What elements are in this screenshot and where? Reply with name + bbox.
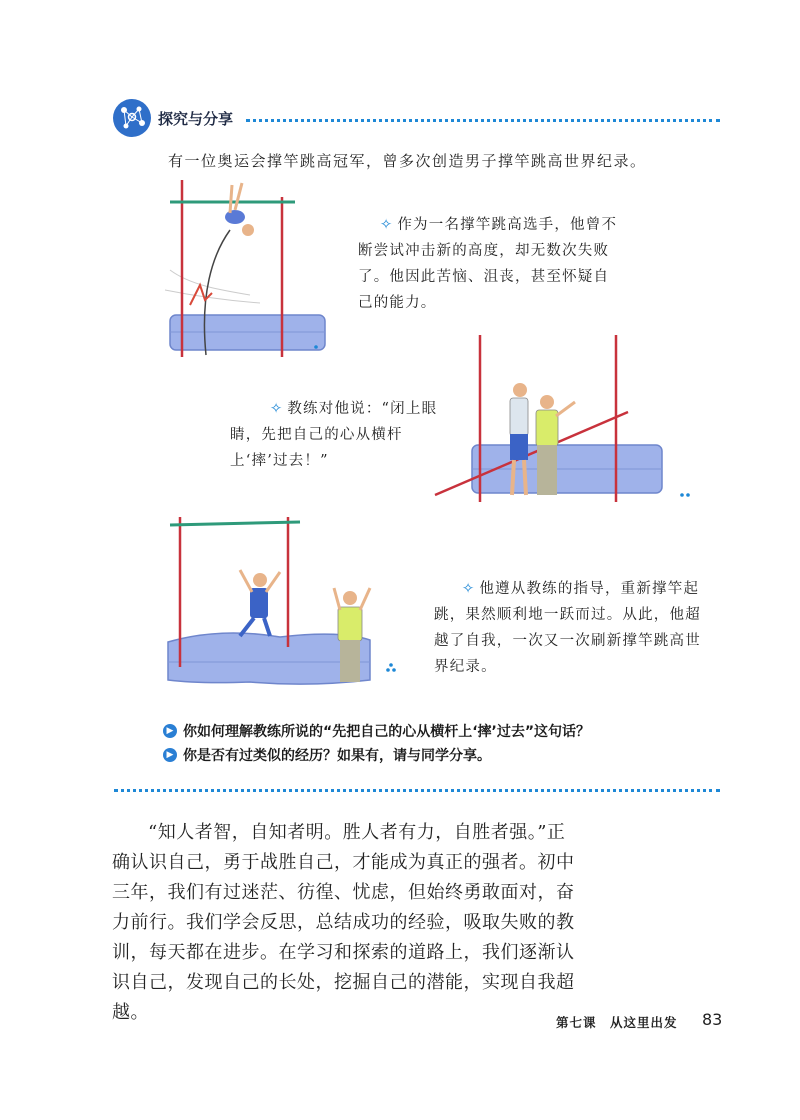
page-number: 83 [702,1010,723,1029]
illustration-success [160,512,400,692]
callout-3 [434,576,704,680]
intro-text: 有一位奥运会撑竿跳高冠军，曾多次创造男子撑竿跳高世界纪录。 [168,152,647,170]
section-icon [112,98,152,138]
section-divider [114,789,720,792]
diamond-icon: ✧ [270,401,284,417]
arrow-right-icon: ▶ [163,724,177,738]
callout-3-text: 他遵从教练的指导，重新撑竿起跳，果然顺利地一跃而过。从此，他超越了自我，一次又一次刷新撑竿跳高世界纪录。 [434,581,701,675]
illustration-coach-talk [430,330,690,505]
callout-1 [358,212,618,316]
illustration-vaulter-jump [160,175,340,360]
arrow-right-icon: ▶ [163,748,177,762]
question-2 [163,745,491,765]
question-2-text: 你是否有过类似的经历？如果有，请与同学分享。 [183,748,491,764]
section-title: 探究与分享 [158,110,234,128]
header-divider [246,119,720,122]
diamond-icon: ✧ [462,581,476,597]
callout-1-text: 作为一名撑竿跳高选手，他曾不断尝试冲击新的高度，却无数次失败了。他因此苦恼、沮丧，甚至怀疑自己的能力。 [358,217,618,311]
callout-2 [230,396,450,474]
footer-lesson-title: 第七课 从这里出发 [556,1015,678,1030]
diamond-icon: ✧ [380,217,394,233]
callout-2-text: 教练对他说：“闭上眼睛，先把自己的心从横杆上‘摔’过去！” [230,401,438,469]
body-paragraph: “知人者智，自知者明。胜人者有力，自胜者强。”正确认识自己，勇于战胜自己，才能成为真正的强者。初中三年，我们有过迷茫、彷徨、忧虑，但始终勇敢面对，奋力前行。我们学会反思，总结成功的经验，吸取失败的教训，每天都在进步。在学习和探索的道路上，我们逐渐认识自己，发现自己的长处，挖掘自己的潜能，实现自我超越。 [112,822,575,1023]
question-1-text: 你如何理解教练所说的“先把自己的心从横杆上‘摔’过去”这句话？ [183,724,591,740]
question-1 [163,721,590,741]
